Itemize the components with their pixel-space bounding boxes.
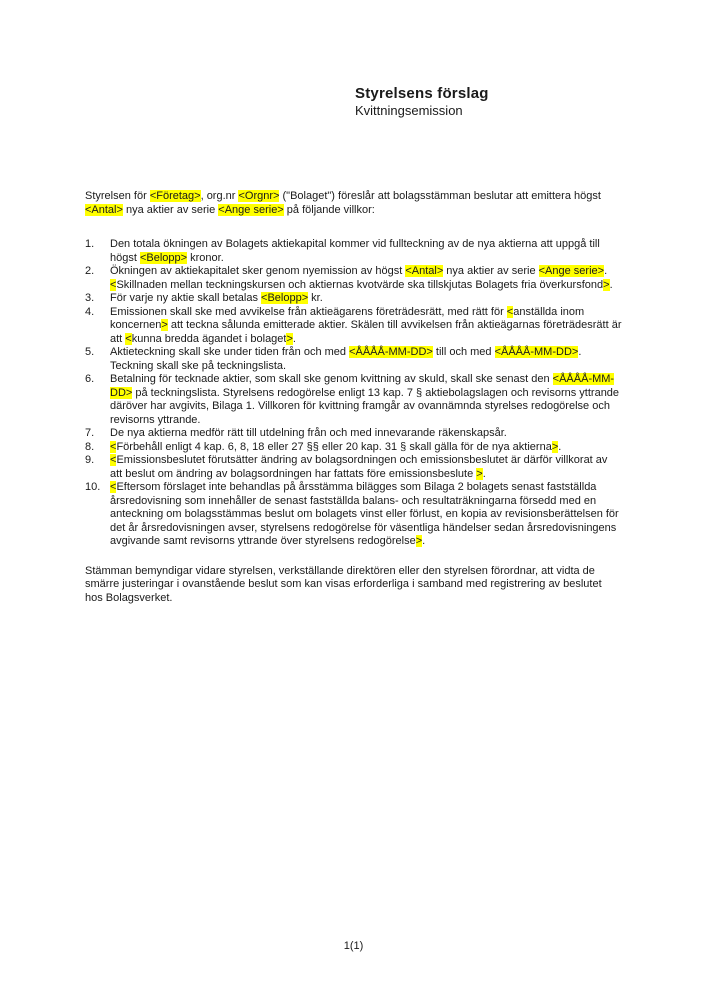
list-item-text — [110, 427, 622, 441]
placeholder-highlight: < — [110, 454, 117, 466]
text-run: Emissionen skall ske med avvikelse från aktieägarens företrädesrätt, med rätt för — [110, 305, 507, 318]
placeholder-highlight: <Belopp> — [261, 292, 309, 304]
placeholder-highlight: < — [110, 440, 117, 453]
list-item-4 — [85, 306, 622, 347]
list-item-2 — [85, 265, 622, 292]
placeholder-highlight: > — [551, 440, 559, 453]
list-item-text — [110, 373, 622, 427]
placeholder-highlight: <Företag> — [149, 190, 201, 202]
list-item-number: 2. — [85, 265, 95, 277]
text-run: kunna bredda ägandet i bolaget — [131, 332, 287, 345]
text-run: Betalning för tecknade aktier, som skall ske genom kvittning av skuld, skall ske senast den — [110, 373, 553, 385]
list-item-number: 1. — [85, 238, 95, 250]
text-run: Skillnaden mellan teckningskursen och aktiernas kvotvärde ska tillskjutas Bolagets fria överkursfond — [116, 278, 604, 291]
text-run: till och med — [432, 346, 495, 358]
placeholder-highlight: > — [161, 319, 168, 331]
text-run: på följande villkor: — [283, 203, 375, 216]
list-item-number: 9. — [85, 454, 95, 466]
document-body — [85, 190, 622, 605]
text-run: Ökningen av aktiekapitalet sker genom nyemission av högst — [110, 265, 406, 277]
list-item-9 — [85, 454, 622, 481]
list-item-10 — [85, 481, 622, 549]
placeholder-highlight: <Orgnr> — [238, 190, 280, 202]
text-run: . — [292, 332, 296, 345]
text-run: på teckningslista. Styrelsens redogörelse enligt 13 kap. 7 § aktiebolagslagen och revisorns yttrande däröver har avgivits, Bilaga 1. Villkoren för kvittning framgår av ovannämnda styrelses redogörelse och revisorns yttrande. — [110, 386, 620, 426]
list-item-3 — [85, 292, 622, 306]
list-item-text — [110, 441, 622, 455]
text-run: , org.nr — [200, 190, 239, 202]
text-run: Förbehåll enligt 4 kap. 6, 8, 18 eller 27 §§ eller 20 kap. 31 § skall gälla för de nya aktierna — [116, 440, 552, 453]
list-item-number: 8. — [85, 440, 95, 453]
placeholder-highlight: < — [110, 481, 117, 493]
list-item-7 — [85, 427, 622, 441]
list-item-number: 4. — [85, 305, 95, 318]
placeholder-highlight: > — [415, 535, 423, 547]
text-run: anställda inom koncernen — [110, 305, 585, 331]
placeholder-highlight: < — [125, 332, 132, 345]
text-run: Styrelsen för — [85, 190, 150, 202]
list-item-text — [110, 292, 622, 306]
closing-paragraph — [85, 565, 622, 606]
list-item-8 — [85, 441, 622, 455]
text-run: För varje ny aktie skall betalas — [110, 292, 262, 304]
text-run: kronor. — [187, 251, 224, 264]
terms-list — [85, 238, 622, 549]
text-run: Eftersom förslaget inte behandlas på årsstämma bilägges som Bilaga 2 bolagets senast fastställda årsredovisning som innehåller de senast fastställda balans- och resultaträkningarna försedd med en anteckning om bolagsstämmas beslut om bolagets vinst eller förlust, en kopia av revisionsberättelsen för det år årsredovisningen avser, styrelsens redogörelse för väsentliga händelser sedan årsredovisningens avgivande samt revisorns yttrande över styrelsens redogörelse — [110, 481, 619, 547]
text-run: nya aktier av serie — [122, 203, 219, 216]
text-run: . Teckning skall ske på teckningslista. — [110, 346, 582, 372]
text-run: . — [558, 440, 562, 453]
text-run: . — [482, 467, 486, 480]
text-run: . — [609, 278, 613, 291]
list-item-text — [110, 454, 622, 481]
placeholder-highlight: < — [110, 278, 117, 291]
text-run: nya aktier av serie — [443, 265, 539, 277]
placeholder-highlight: < — [506, 305, 514, 318]
text-run: att teckna sålunda emitterade aktier. Skälen till avvikelsen från aktieägarnas företrädesrätt är att — [110, 319, 622, 345]
list-item-number: 6. — [85, 373, 95, 385]
text-run: Den totala ökningen av Bolagets aktiekapital kommer vid fullteckning av de nya aktierna att uppgå till högst — [110, 238, 600, 264]
list-item-5 — [85, 346, 622, 373]
document-subtitle: Kvittningsemission — [355, 103, 463, 118]
text-run: . — [604, 265, 608, 277]
page-number: 1(1) — [343, 940, 364, 952]
text-run: ("Bolaget") föreslår att bolagsstämman beslutar att emittera högst — [279, 190, 601, 202]
text-run: kr. — [308, 292, 323, 304]
placeholder-highlight: <Belopp> — [139, 251, 188, 264]
document-title: Styrelsens förslag — [355, 85, 489, 102]
list-item-6 — [85, 373, 622, 427]
text-run: Aktieteckning skall ske under tiden från och med — [110, 346, 350, 358]
text-run: Emissionsbeslutet förutsätter ändring av bolagsordningen och emissionsbeslutet är därför villkorat av att beslut om ändring av bolagsordningen har fattats före emissionsbeslute — [110, 454, 608, 480]
list-item-number: 5. — [85, 346, 95, 358]
list-item-text — [110, 265, 622, 292]
text-run: . — [422, 535, 426, 547]
list-item-text — [110, 346, 622, 373]
list-item-1 — [85, 238, 622, 265]
placeholder-highlight: <Antal> — [85, 203, 123, 216]
placeholder-highlight: <Antal> — [405, 265, 444, 277]
placeholder-highlight: <Ange serie> — [218, 203, 284, 216]
placeholder-highlight: > — [603, 278, 610, 291]
intro-paragraph — [85, 190, 622, 217]
title-block — [355, 85, 489, 119]
placeholder-highlight: <Ange serie> — [538, 265, 605, 277]
placeholder-highlight: <ÅÅÅÅ-MM-DD> — [349, 346, 433, 358]
list-item-text — [110, 238, 622, 265]
list-item-number: 3. — [85, 292, 95, 304]
text-run: Stämman bemyndigar vidare styrelsen, verkställande direktören eller den styrelsen förordnar, att vidta de smärre justeringar i ovanstående beslut som kan visas erforderliga i samband med registrering av beslutet hos Bolagsverket. — [85, 564, 602, 604]
list-item-number: 10. — [85, 481, 101, 493]
list-item-text — [110, 481, 622, 549]
text-run: De nya aktierna medför rätt till utdelning från och med innevarande räkenskapsår. — [110, 427, 507, 439]
placeholder-highlight: <ÅÅÅÅ-MM-DD> — [494, 346, 579, 358]
list-item-number: 7. — [85, 427, 95, 439]
list-item-text — [110, 306, 622, 347]
placeholder-highlight: > — [286, 332, 293, 345]
placeholder-highlight: > — [476, 467, 483, 480]
placeholder-highlight: <ÅÅÅÅ-MM-DD> — [110, 373, 615, 399]
